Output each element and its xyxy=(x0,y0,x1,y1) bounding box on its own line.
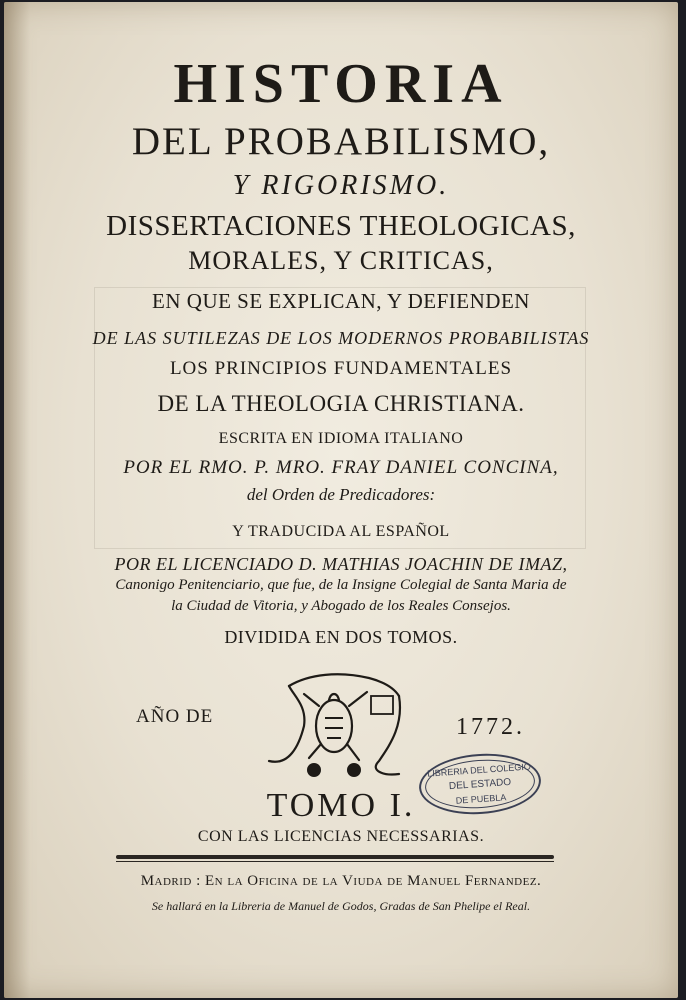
line-morales: MORALES, Y CRITICAS, xyxy=(188,246,494,275)
dividida-line: DIVIDIDA EN DOS TOMOS. xyxy=(224,627,458,647)
translator-line: POR EL LICENCIADO D. MATHIAS JOACHIN DE IMAZ, xyxy=(114,554,568,574)
order-line: del Orden de Predicadores: xyxy=(246,485,436,504)
canonigo-line: Canonigo Penitenciario, que fue, de la Insigne Colegial de Santa Maria de xyxy=(115,577,567,593)
year-label: AÑO DE xyxy=(136,706,214,727)
line-escrita: ESCRITA EN IDIOMA ITALIANO xyxy=(218,430,464,447)
line-principios: LOS PRINCIPIOS FUNDAMENTALES xyxy=(169,358,513,379)
show-through-bleed xyxy=(94,287,586,549)
title-page xyxy=(4,2,678,998)
book-title: HISTORIA xyxy=(173,53,509,115)
divider-rule-thin xyxy=(116,861,554,862)
subtitle-rigorismo: Y RIGORISMO. xyxy=(232,170,450,201)
line-dissertaciones: DISSERTACIONES THEOLOGICAS, xyxy=(106,210,576,242)
publication-year: 1772. xyxy=(456,714,525,740)
divider-rule xyxy=(116,855,554,859)
line-theologia: DE LA THEOLOGIA CHRISTIANA. xyxy=(157,391,525,416)
line-traducida: Y TRADUCIDA AL ESPAÑOL xyxy=(232,523,450,540)
ornament-emblem-icon xyxy=(259,666,409,786)
line-explican: EN QUE SE EXPLICAN, Y DEFIENDEN xyxy=(152,289,530,313)
licencias-line: CON LAS LICENCIAS NECESSARIAS. xyxy=(197,828,485,845)
imprint-line: Madrid : En la Oficina de la Viuda de Manuel Fernandez. xyxy=(140,873,542,889)
stamp-line-1: LIBRERIA DEL COLEGIO xyxy=(426,761,532,779)
bookseller-line: Se hallará en la Libreria de Manuel de Godos, Gradas de San Phelipe el Real. xyxy=(151,899,531,913)
stamp-line-3: DE PUEBLA xyxy=(455,792,507,806)
ciudad-line: la Ciudad de Vitoria, y Abogado de los Reales Consejos. xyxy=(171,598,511,614)
stamp-line-2: DEL ESTADO xyxy=(448,776,512,793)
line-sutilezas: DE LAS SUTILEZAS DE LOS MODERNOS PROBABILISTAS xyxy=(92,328,590,348)
author-line: POR EL RMO. P. MRO. FRAY DANIEL CONCINA, xyxy=(123,457,559,478)
volume-label: TOMO I. xyxy=(266,787,416,824)
subtitle-probabilismo: DEL PROBABILISMO, xyxy=(131,120,551,163)
